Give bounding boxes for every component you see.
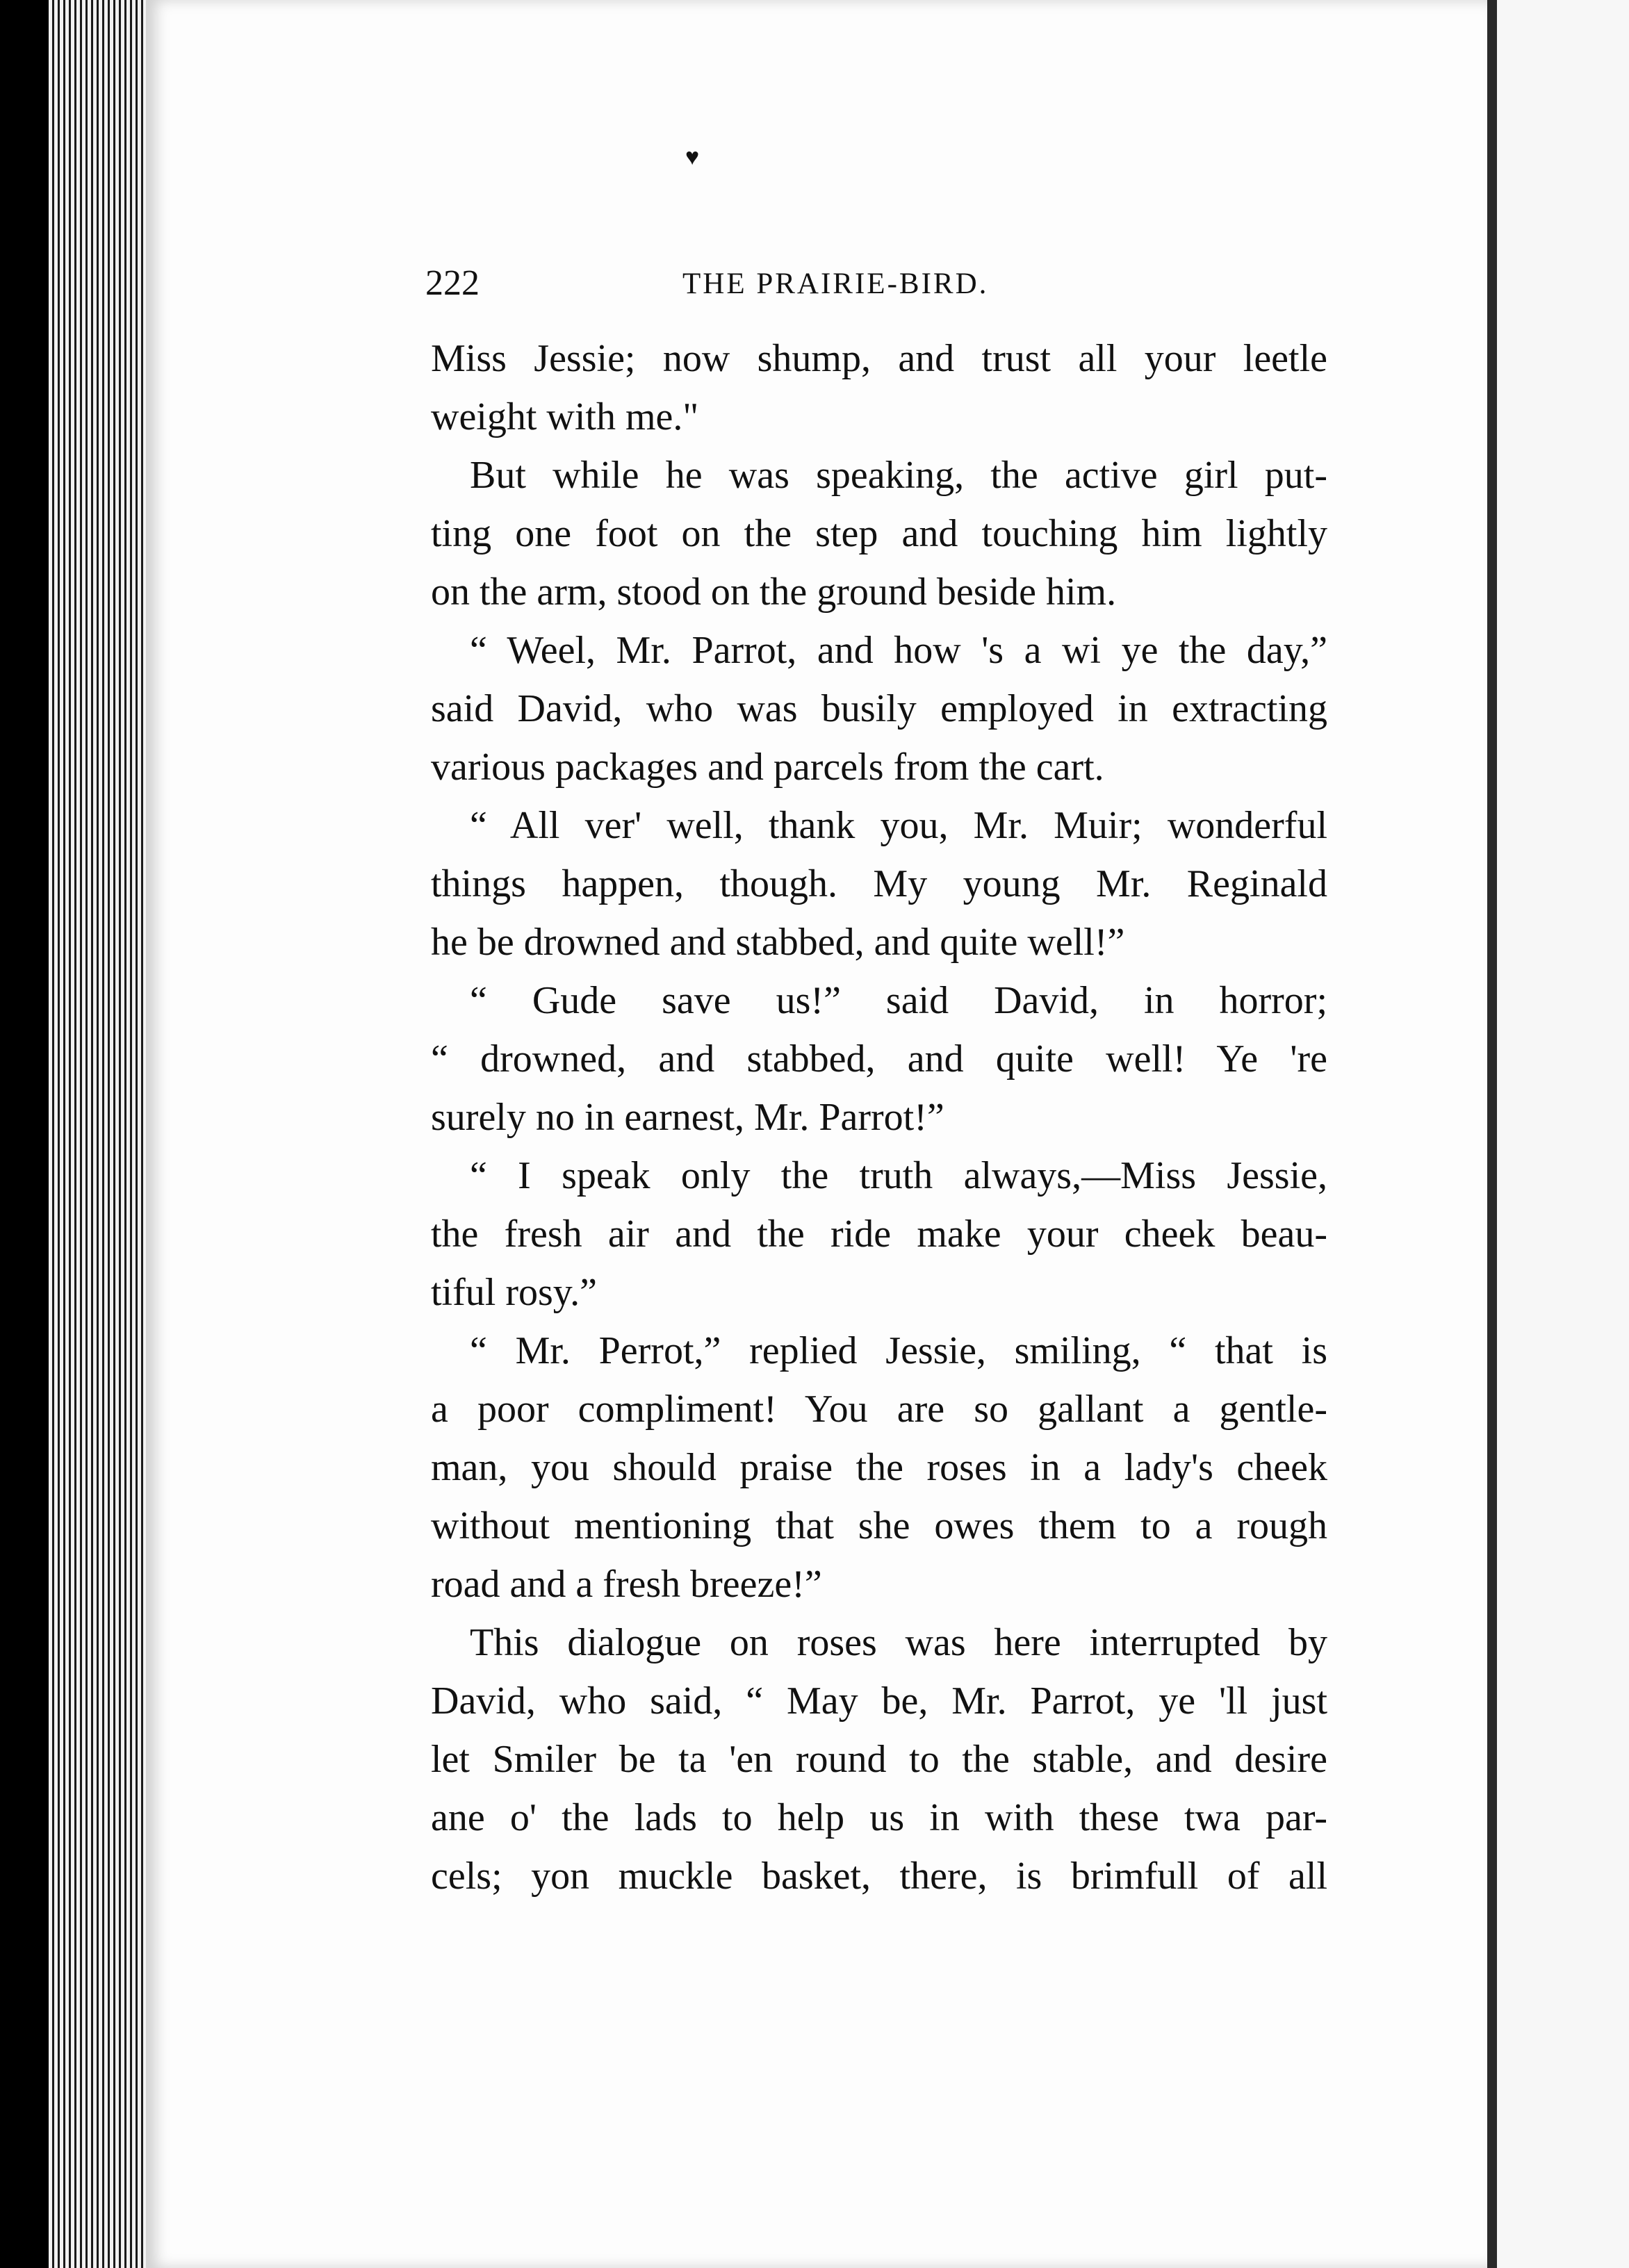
facing-page-edge [1497, 0, 1629, 2268]
printer-ornament-icon: ♥ [685, 145, 700, 170]
running-title: THE PRAIRIE-BIRD. [682, 268, 989, 300]
page-number: 222 [425, 263, 480, 303]
text-line: “ Gude save us!” said David, in horror; [470, 979, 1327, 1022]
text-line: “ drowned, and stabbed, and quite well! Ye 're [431, 1037, 1327, 1080]
text-line: he be drowned and stabbed, and quite well!” [431, 921, 1125, 964]
book-gutter [1487, 0, 1497, 2268]
text-line: man, you should praise the roses in a lady's cheek [431, 1446, 1327, 1489]
text-line: surely no in earnest, Mr. Parrot!” [431, 1096, 944, 1139]
text-line: ting one foot on the step and touching him lightly [431, 512, 1327, 555]
text-line: “ Mr. Perrot,” replied Jessie, smiling, “ that is [470, 1329, 1327, 1372]
text-line: cels; yon muckle basket, there, is brimfull of all [431, 1855, 1327, 1898]
text-line: things happen, though. My young Mr. Reginald [431, 862, 1327, 905]
text-line: without mentioning that she owes them to a rough [431, 1504, 1327, 1547]
text-line: “ I speak only the truth always,—Miss Jessie, [470, 1154, 1327, 1197]
text-line: Miss Jessie; now shump, and trust all your leetle [431, 337, 1327, 380]
text-line: a poor compliment! You are so gallant a gentle- [431, 1388, 1327, 1431]
text-line: road and a fresh breeze!” [431, 1563, 822, 1606]
text-line: on the arm, stood on the ground beside him. [431, 570, 1117, 614]
text-line: This dialogue on roses was here interrupted by [470, 1621, 1327, 1664]
text-line: the fresh air and the ride make your cheek beau- [431, 1213, 1327, 1256]
page-edges [49, 0, 146, 2268]
text-line: “ Weel, Mr. Parrot, and how 's a wi ye the day,” [470, 629, 1327, 672]
text-line: But while he was speaking, the active girl put- [470, 454, 1327, 497]
text-line: tiful rosy.” [431, 1271, 597, 1314]
text-line: various packages and parcels from the cart. [431, 746, 1104, 789]
text-line: “ All ver' well, thank you, Mr. Muir; wonderful [470, 804, 1327, 847]
text-line: David, who said, “ May be, Mr. Parrot, ye 'll just [431, 1679, 1327, 1723]
page-header [425, 263, 1294, 304]
text-line: weight with me." [431, 395, 699, 438]
text-line: said David, who was busily employed in extracting [431, 687, 1327, 730]
body-text [431, 329, 1327, 1905]
text-line: ane o' the lads to help us in with these twa par- [431, 1796, 1327, 1839]
text-line: let Smiler be ta 'en round to the stable, and desire [431, 1738, 1327, 1781]
